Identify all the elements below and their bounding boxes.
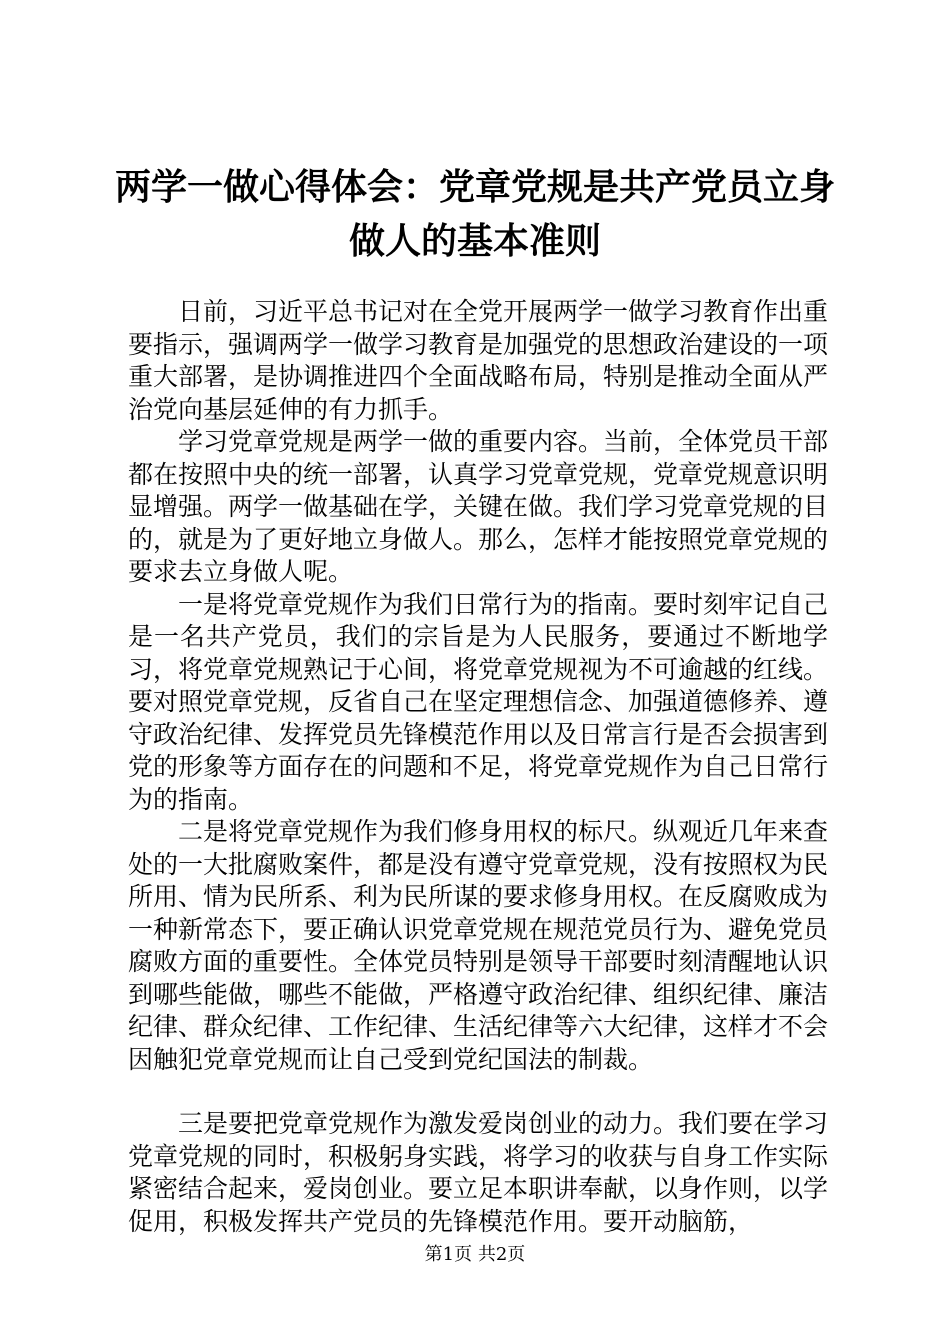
page-footer: 第1页 共2页: [424, 1244, 526, 1265]
document-body: [128, 296, 828, 1238]
title-line-2: 做人的基本准则: [348, 220, 601, 262]
title-line-1: 两学一做心得体会：党章党规是共产党员立身: [114, 166, 835, 208]
paragraph-5: 三是要把党章党规作为激发爱岗创业的动力。我们要在学习党章党规的同时，积极躬身实践，将学习的收获与自身工作实际紧密结合起来，爱岗创业。要立足本职讲奉献，以身作则，以学促用，积极发挥共产党员的先锋模范作用。要开动脑筋，: [128, 1109, 829, 1236]
paragraph-1: 日前，习近平总书记对在全党开展两学一做学习教育作出重要指示，强调两学一做学习教育是加强党的思想政治建设的一项重大部署，是协调推进四个全面战略布局，特别是推动全面从严治党向基层延伸的有力抓手。: [128, 297, 829, 424]
paragraph-4: 二是将党章党规作为我们修身用权的标尺。纵观近几年来查处的一大批腐败案件，都是没有遵守党章党规，没有按照权为民所用、情为民所系、利为民所谋的要求修身用权。在反腐败成为一种新常态下，要正确认识党章党规在规范党员行为、避免党员腐败方面的重要性。全体党员特别是领导干部要时刻清醒地认识到哪些能做，哪些不能做，严格遵守政治纪律、组织纪律、廉洁纪律、群众纪律、工作纪律、生活纪律等六大纪律，这样才不会因触犯党章党规而让自己受到党纪国法的制裁。: [128, 817, 829, 1074]
document-title: [100, 160, 850, 268]
paragraph-3: 一是将党章党规作为我们日常行为的指南。要时刻牢记自己是一名共产党员，我们的宗旨是为人民服务，要通过不断地学习，将党章党规熟记于心间，将党章党规视为不可逾越的红线。要对照党章党规，反省自己在坚定理想信念、加强道德修养、遵守政治纪律、发挥党员先锋模范作用以及日常言行是否会损害到党的形象等方面存在的问题和不足，将党章党规作为自己日常行为的指南。: [128, 589, 829, 814]
paragraph-2: 学习党章党规是两学一做的重要内容。当前，全体党员干部都在按照中央的统一部署，认真学习党章党规，党章党规意识明显增强。两学一做基础在学，关键在做。我们学习党章党规的目的，就是为了更好地立身做人。那么，怎样才能按照党章党规的要求去立身做人呢。: [128, 427, 829, 586]
